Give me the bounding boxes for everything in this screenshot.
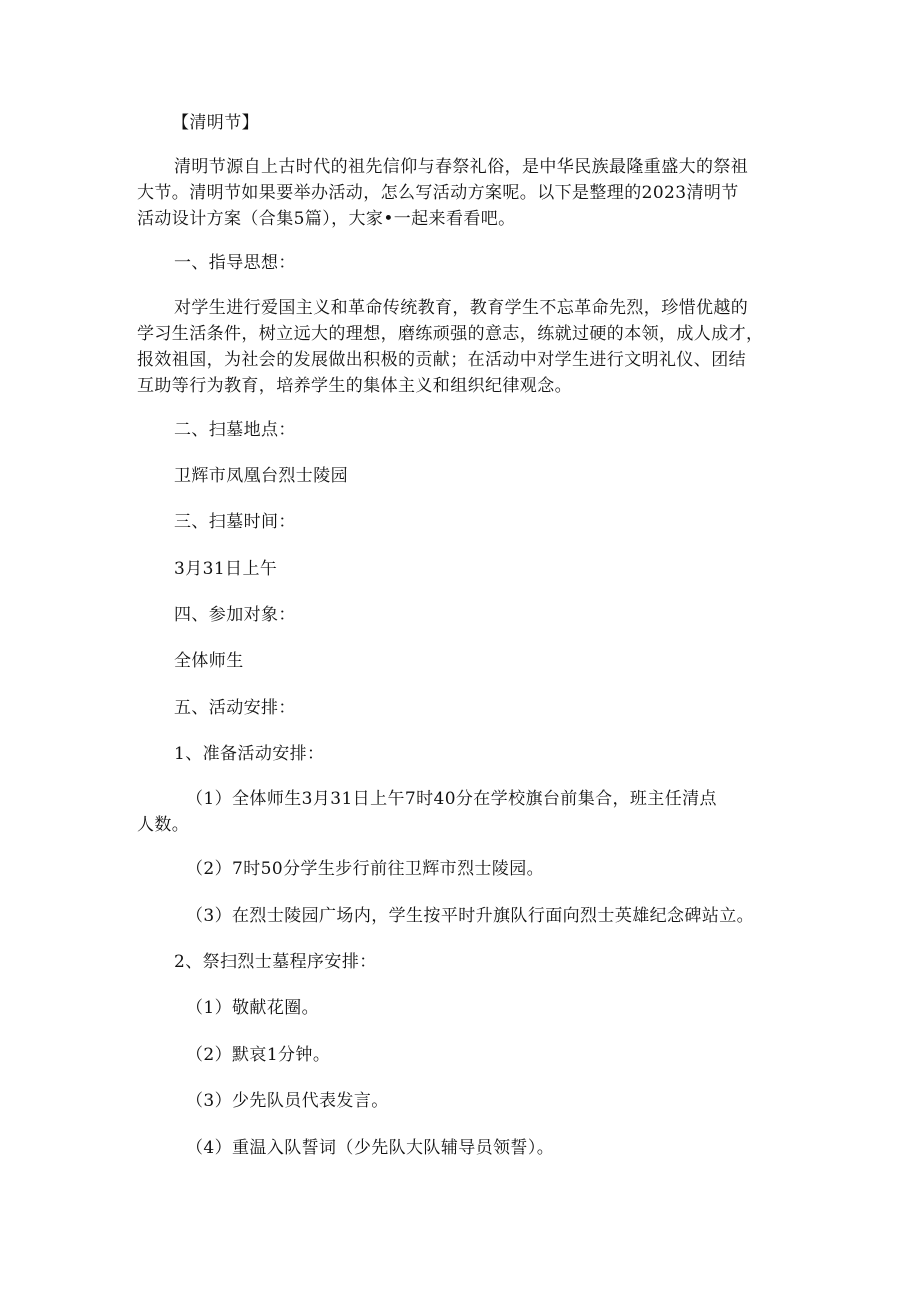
program-item-1: （1）敬献花圈。 xyxy=(186,998,320,1018)
section-3-title: 三、扫墓时间： xyxy=(174,512,296,532)
section-1-line-3: 报效祖国，为社会的发展做出积极的贡献；在活动中对学生进行文明礼仪、团结 xyxy=(137,350,746,370)
section-5-title: 五、活动安排： xyxy=(174,698,296,718)
intro-line-1: 清明节源自上古时代的祖先信仰与春祭礼俗，是中华民族最隆重盛大的祭祖 xyxy=(174,157,749,177)
intro-line-2: 大节。清明节如果要举办活动，怎么写活动方案呢。以下是整理的2023清明节 xyxy=(137,183,739,203)
prep-item-1-continued: 人数。 xyxy=(137,815,190,835)
program-item-4: （4）重温入队誓词（少先队大队辅导员领誓）。 xyxy=(186,1138,555,1158)
section-1-line-1: 对学生进行爱国主义和革命传统教育，教育学生不忘革命先烈，珍惜优越的 xyxy=(174,298,749,318)
prep-item-3: （3）在烈士陵园广场内，学生按平时升旗队行面向烈士英雄纪念碑站立。 xyxy=(186,906,755,926)
prep-item-1: （1）全体师生3月31日上午7时40分在学校旗台前集合，班主任清点 xyxy=(186,789,717,809)
section-2-title: 二、扫墓地点： xyxy=(174,420,296,440)
prep-item-2: （2）7时50分学生步行前往卫辉市烈士陵园。 xyxy=(186,859,545,879)
section-3-body: 3月31日上午 xyxy=(174,559,278,579)
section-4-body: 全体师生 xyxy=(174,651,244,671)
program-title: 2、祭扫烈士墓程序安排： xyxy=(174,952,377,972)
program-item-3: （3）少先队员代表发言。 xyxy=(186,1091,389,1111)
document-heading: 【清明节】 xyxy=(172,113,259,133)
section-2-body: 卫辉市凤凰台烈士陵园 xyxy=(174,466,348,486)
prep-title: 1、准备活动安排： xyxy=(174,744,325,764)
section-1-line-2: 学习生活条件，树立远大的理想，磨练顽强的意志，练就过硬的本领，成人成才， xyxy=(137,324,764,344)
section-1-title: 一、指导思想： xyxy=(174,253,296,273)
program-item-2: （2）默哀1分钟。 xyxy=(186,1045,331,1065)
section-1-line-4: 互助等行为教育，培养学生的集体主义和组织纪律观念。 xyxy=(137,376,572,396)
intro-line-3: 活动设计方案（合集5篇），大家•一起来看看吧。 xyxy=(137,209,516,229)
section-4-title: 四、参加对象： xyxy=(174,605,296,625)
